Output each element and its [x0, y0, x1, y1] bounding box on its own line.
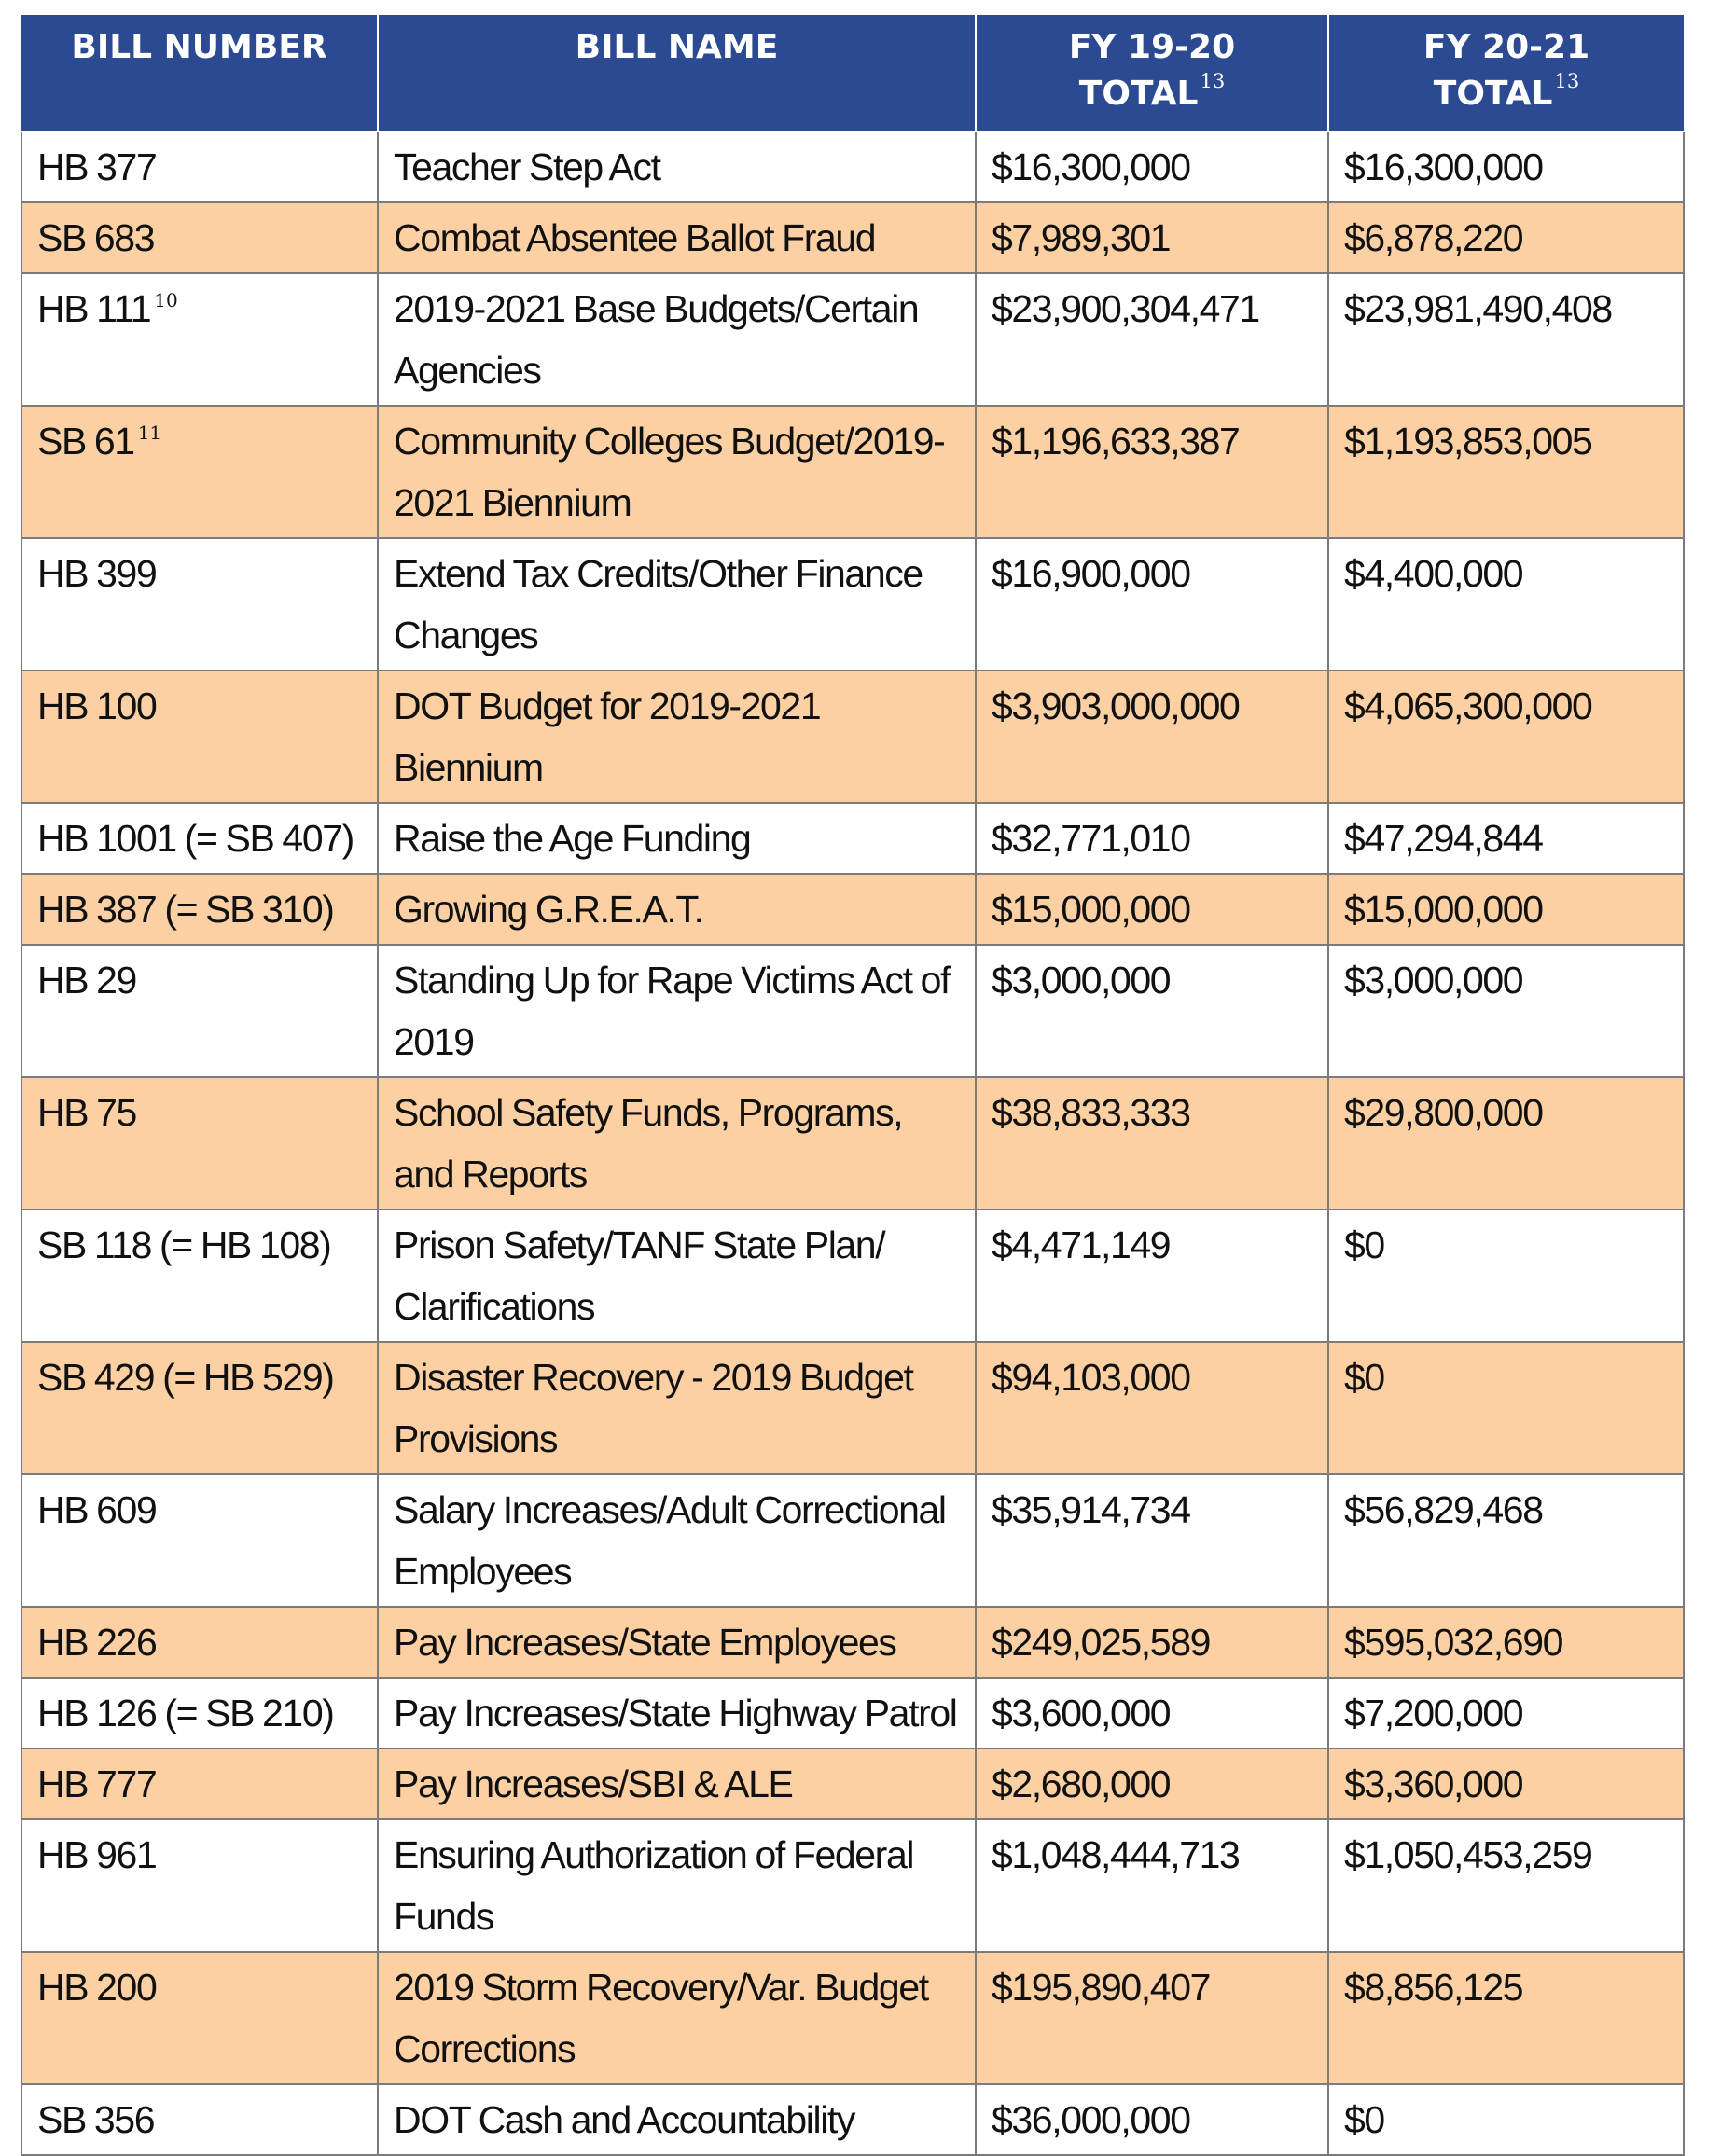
fy-19-20-total-text: $195,890,407: [992, 1966, 1211, 2009]
fy-20-21-total-text: $47,294,844: [1344, 817, 1543, 860]
table-row: [21, 538, 1684, 670]
fy-20-21-total-text: $4,065,300,000: [1344, 684, 1592, 727]
fy-20-21-total-text: $23,981,490,408: [1344, 287, 1612, 330]
bill-name-cell: [378, 202, 976, 273]
bill-footnote-marker: 10: [154, 289, 178, 311]
fy-20-21-total-cell: [1328, 273, 1684, 406]
fy-20-21-total-cell: [1328, 1474, 1684, 1607]
fy-19-20-total-text: $94,103,000: [992, 1356, 1190, 1399]
table-header-row: [21, 15, 1684, 131]
bill-number-cell: [21, 1678, 378, 1748]
fy-19-20-total-text: $3,000,000: [992, 959, 1171, 1002]
fy-19-20-total-text: $23,900,304,471: [992, 287, 1259, 330]
bill-number-cell: [21, 874, 378, 945]
table-row: [21, 1607, 1684, 1678]
fy-20-21-total-text: $3,360,000: [1344, 1762, 1523, 1805]
bill-name-cell: [378, 1748, 976, 1819]
fy-20-21-total-cell: [1328, 1952, 1684, 2084]
bill-number-cell: [21, 1209, 378, 1342]
fy-19-20-total-text: $15,000,000: [992, 888, 1190, 931]
bill-number-text: HB 1001 (= SB 407): [37, 817, 354, 860]
bill-name-cell: [378, 1678, 976, 1748]
table-row: [21, 1209, 1684, 1342]
fy-20-21-total-text: $15,000,000: [1344, 888, 1543, 931]
table-row: [21, 1748, 1684, 1819]
bill-name-text: Prison Safety/TANF State Plan/ Clarifications: [394, 1223, 885, 1328]
bill-name-text: Pay Increases/State Employees: [394, 1621, 896, 1664]
table-row: [21, 874, 1684, 945]
fy-20-21-total-text: $8,856,125: [1344, 1966, 1523, 2009]
fy-19-20-total-text: $249,025,589: [992, 1621, 1211, 1664]
fy-20-21-total-text: $1,050,453,259: [1344, 1833, 1592, 1876]
fy-20-21-total-cell: [1328, 1209, 1684, 1342]
header-fy-19-20-line1: FY 19-20: [1068, 28, 1236, 66]
bill-number-cell: [21, 1474, 378, 1607]
bill-name-text: School Safety Funds, Programs, and Reports: [394, 1091, 903, 1195]
table-row: [21, 670, 1684, 803]
bill-name-text: DOT Cash and Accountability: [394, 2098, 855, 2141]
header-fy-20-21-total: [1328, 15, 1684, 131]
fy-20-21-total-cell: [1328, 1678, 1684, 1748]
table-row: [21, 273, 1684, 406]
header-fy-20-21-footnote: 13: [1554, 70, 1580, 92]
bill-number-cell: [21, 202, 378, 273]
bill-name-text: Disaster Recovery - 2019 Budget Provisions: [394, 1356, 913, 1460]
fy-19-20-total-cell: [976, 1209, 1328, 1342]
fy-20-21-total-text: $0: [1344, 1223, 1384, 1266]
bill-name-text: Extend Tax Credits/Other Finance Changes: [394, 552, 923, 656]
header-fy-19-20-total: [976, 15, 1328, 131]
fy-20-21-total-cell: [1328, 131, 1684, 202]
bill-number-text: SB 429 (= HB 529): [37, 1356, 334, 1399]
bill-number-text: HB 961: [37, 1833, 157, 1876]
bill-number-cell: [21, 273, 378, 406]
fy-20-21-total-text: $7,200,000: [1344, 1692, 1523, 1734]
bill-name-text: 2019 Storm Recovery/Var. Budget Corrections: [394, 1966, 928, 2070]
fy-19-20-total-text: $3,600,000: [992, 1692, 1171, 1734]
bill-name-text: Community Colleges Budget/2019-2021 Biennium: [394, 420, 945, 524]
fy-20-21-total-cell: [1328, 1607, 1684, 1678]
bill-name-cell: [378, 1209, 976, 1342]
bill-number-cell: [21, 1077, 378, 1209]
fy-20-21-total-cell: [1328, 803, 1684, 874]
fy-19-20-total-text: $2,680,000: [992, 1762, 1171, 1805]
fy-20-21-total-cell: [1328, 2084, 1684, 2155]
fy-20-21-total-text: $6,878,220: [1344, 216, 1523, 259]
bill-number-text: HB 226: [37, 1621, 157, 1664]
fy-20-21-total-cell: [1328, 202, 1684, 273]
bill-name-text: Combat Absentee Ballot Fraud: [394, 216, 876, 259]
fy-20-21-total-cell: [1328, 406, 1684, 538]
bill-name-cell: [378, 1952, 976, 2084]
bill-number-text: HB 75: [37, 1091, 136, 1134]
table-row: [21, 1077, 1684, 1209]
fy-20-21-total-cell: [1328, 1342, 1684, 1474]
bill-number-cell: [21, 1748, 378, 1819]
fy-19-20-total-text: $4,471,149: [992, 1223, 1171, 1266]
bill-number-cell: [21, 538, 378, 670]
header-fy-19-20-line2: TOTAL: [1078, 75, 1199, 113]
bill-number-cell: [21, 1819, 378, 1952]
fy-19-20-total-cell: [976, 1678, 1328, 1748]
bill-number-text: HB 126 (= SB 210): [37, 1692, 334, 1734]
header-bill-number-label: BILL NUMBER: [71, 28, 327, 66]
bill-name-cell: [378, 1474, 976, 1607]
bill-number-cell: [21, 670, 378, 803]
fy-19-20-total-text: $3,903,000,000: [992, 684, 1240, 727]
fy-19-20-total-cell: [976, 131, 1328, 202]
bill-number-text: HB 777: [37, 1762, 157, 1805]
fy-19-20-total-cell: [976, 803, 1328, 874]
fy-19-20-total-text: $35,914,734: [992, 1488, 1190, 1531]
fy-20-21-total-text: $4,400,000: [1344, 552, 1523, 595]
bill-name-cell: [378, 1077, 976, 1209]
fy-20-21-total-text: $595,032,690: [1344, 1621, 1563, 1664]
bill-number-cell: [21, 803, 378, 874]
header-bill-name: [378, 15, 976, 131]
bill-name-text: 2019-2021 Base Budgets/Certain Agencies: [394, 287, 919, 392]
fy-20-21-total-cell: [1328, 538, 1684, 670]
fy-20-21-total-text: $3,000,000: [1344, 959, 1523, 1002]
bill-number-cell: [21, 945, 378, 1077]
bill-number-cell: [21, 406, 378, 538]
bill-number-cell: [21, 131, 378, 202]
bill-name-text: Standing Up for Rape Victims Act of 2019: [394, 959, 951, 1063]
table-row: [21, 131, 1684, 202]
fy-20-21-total-text: $0: [1344, 1356, 1384, 1399]
fy-19-20-total-text: $36,000,000: [992, 2098, 1190, 2141]
fy-19-20-total-text: $16,300,000: [992, 145, 1190, 188]
fy-19-20-total-text: $1,048,444,713: [992, 1833, 1240, 1876]
bill-footnote-marker: 11: [137, 422, 162, 444]
fy-19-20-total-text: $38,833,333: [992, 1091, 1190, 1134]
bill-name-cell: [378, 273, 976, 406]
bill-number-text: HB 399: [37, 552, 157, 595]
fy-19-20-total-cell: [976, 874, 1328, 945]
fy-20-21-total-text: $0: [1344, 2098, 1384, 2141]
bill-number-text: HB 111: [37, 287, 151, 330]
bill-name-text: Salary Increases/Adult Correctional Employees: [394, 1488, 946, 1593]
fy-19-20-total-cell: [976, 538, 1328, 670]
bill-number-cell: [21, 1952, 378, 2084]
fy-19-20-total-text: $7,989,301: [992, 216, 1171, 259]
bill-name-cell: [378, 538, 976, 670]
bill-name-cell: [378, 131, 976, 202]
fy-20-21-total-cell: [1328, 1077, 1684, 1209]
table-row: [21, 1819, 1684, 1952]
bill-number-text: HB 609: [37, 1488, 157, 1531]
bill-number-text: SB 61: [37, 420, 134, 463]
fy-20-21-total-cell: [1328, 874, 1684, 945]
table-row: [21, 202, 1684, 273]
fy-19-20-total-cell: [976, 1474, 1328, 1607]
bill-name-cell: [378, 406, 976, 538]
bill-number-text: SB 118 (= HB 108): [37, 1223, 331, 1266]
fy-20-21-total-cell: [1328, 670, 1684, 803]
fy-19-20-total-cell: [976, 670, 1328, 803]
bill-number-text: HB 377: [37, 145, 157, 188]
fy-20-21-total-text: $16,300,000: [1344, 145, 1543, 188]
fy-20-21-total-cell: [1328, 1819, 1684, 1952]
bill-name-text: Pay Increases/SBI & ALE: [394, 1762, 793, 1805]
bill-number-text: SB 356: [37, 2098, 155, 2141]
bill-number-cell: [21, 1607, 378, 1678]
bill-number-text: HB 387 (= SB 310): [37, 888, 334, 931]
fy-19-20-total-cell: [976, 1077, 1328, 1209]
fy-19-20-total-cell: [976, 202, 1328, 273]
fy-20-21-total-text: $56,829,468: [1344, 1488, 1543, 1531]
bill-number-text: HB 100: [37, 684, 157, 727]
table-row: [21, 406, 1684, 538]
fy-20-21-total-text: $29,800,000: [1344, 1091, 1543, 1134]
budget-bills-page: [21, 15, 1683, 2156]
fy-19-20-total-cell: [976, 1607, 1328, 1678]
header-fy-20-21-line1: FY 20-21: [1423, 28, 1590, 66]
table-row: [21, 945, 1684, 1077]
bill-name-text: Pay Increases/State Highway Patrol: [394, 1692, 957, 1734]
fy-19-20-total-cell: [976, 1952, 1328, 2084]
table-row: [21, 803, 1684, 874]
bill-name-cell: [378, 2084, 976, 2155]
fy-20-21-total-text: $1,193,853,005: [1344, 420, 1592, 463]
bill-name-text: Teacher Step Act: [394, 145, 660, 188]
bill-name-cell: [378, 1819, 976, 1952]
table-row: [21, 1342, 1684, 1474]
fy-19-20-total-text: $16,900,000: [992, 552, 1190, 595]
table-row: [21, 1474, 1684, 1607]
bill-name-text: Ensuring Authorization of Federal Funds: [394, 1833, 914, 1938]
bill-name-cell: [378, 803, 976, 874]
header-fy-19-20-footnote: 13: [1200, 70, 1226, 92]
bill-number-cell: [21, 1342, 378, 1474]
fy-19-20-total-cell: [976, 2084, 1328, 2155]
bill-number-text: SB 683: [37, 216, 155, 259]
fy-19-20-total-cell: [976, 945, 1328, 1077]
bill-name-cell: [378, 874, 976, 945]
bill-name-cell: [378, 670, 976, 803]
table-row: [21, 2084, 1684, 2155]
table-row: [21, 1952, 1684, 2084]
bill-name-text: Growing G.R.E.A.T.: [394, 888, 703, 931]
fy-20-21-total-cell: [1328, 945, 1684, 1077]
fy-19-20-total-cell: [976, 1819, 1328, 1952]
bill-number-cell: [21, 2084, 378, 2155]
fy-19-20-total-cell: [976, 1748, 1328, 1819]
bill-number-text: HB 29: [37, 959, 136, 1002]
bill-name-cell: [378, 1342, 976, 1474]
bill-name-text: DOT Budget for 2019-2021 Biennium: [394, 684, 821, 789]
bill-name-cell: [378, 945, 976, 1077]
bill-name-cell: [378, 1607, 976, 1678]
header-bill-number: [21, 15, 378, 131]
fy-19-20-total-cell: [976, 406, 1328, 538]
budget-bills-table: [21, 15, 1685, 2156]
fy-19-20-total-cell: [976, 1342, 1328, 1474]
fy-19-20-total-text: $1,196,633,387: [992, 420, 1240, 463]
fy-19-20-total-cell: [976, 273, 1328, 406]
table-body: [21, 131, 1684, 2155]
bill-name-text: Raise the Age Funding: [394, 817, 751, 860]
fy-19-20-total-text: $32,771,010: [992, 817, 1190, 860]
fy-20-21-total-cell: [1328, 1748, 1684, 1819]
bill-number-text: HB 200: [37, 1966, 157, 2009]
header-fy-20-21-line2: TOTAL: [1433, 75, 1553, 113]
table-row: [21, 1678, 1684, 1748]
header-bill-name-label: BILL NAME: [575, 28, 779, 66]
